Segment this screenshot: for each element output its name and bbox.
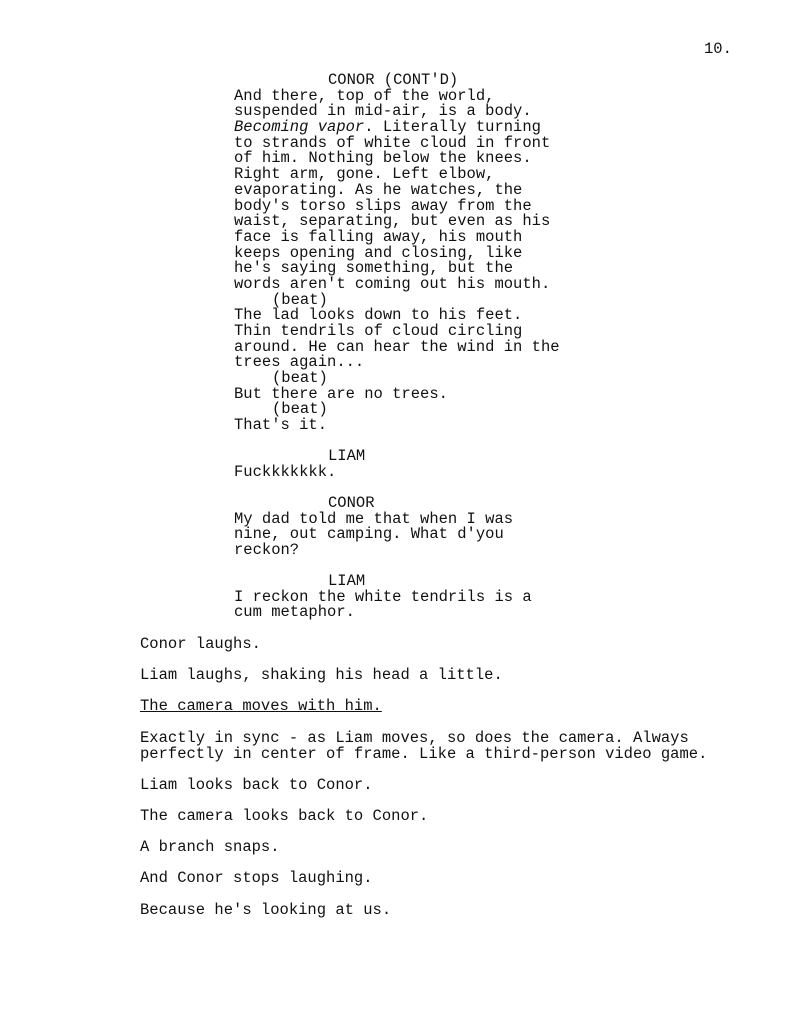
action-line	[140, 903, 740, 919]
dialogue-line: face is falling away, his mouth	[234, 227, 523, 246]
action-text: And Conor stops laughing.	[140, 869, 373, 887]
action-line	[140, 840, 740, 856]
parenthetical: (beat)	[272, 290, 328, 309]
dialogue-line: suspended in mid-air, is a body.	[234, 102, 532, 121]
dialogue-line: nine, out camping. What d'you	[234, 525, 504, 544]
dialogue-line: My dad told me that when I was	[234, 509, 514, 528]
dialogue-line: trees again...	[234, 353, 365, 372]
parenthetical: (beat)	[272, 369, 328, 388]
dialogue-block-liam-1	[234, 449, 594, 480]
dialogue-line: to strands of white cloud in front	[234, 133, 551, 152]
action-text: The camera looks back to Conor.	[140, 807, 429, 825]
dialogue-line: waist, separating, but even as his	[234, 212, 551, 231]
action-text: Exactly in sync - as Liam moves, so does the camera. Always	[140, 729, 689, 747]
dialogue-line: cum metaphor.	[234, 603, 355, 622]
character-name: CONOR	[328, 494, 375, 512]
action-line	[140, 871, 740, 887]
action-line	[140, 637, 740, 653]
dialogue-line: words aren't coming out his mouth.	[234, 274, 551, 293]
character-name: CONOR (CONT'D)	[328, 71, 459, 89]
dialogue-line: around. He can hear the wind in the	[234, 337, 560, 356]
dialogue-line: I reckon the white tendrils is a	[234, 587, 532, 606]
dialogue-block-conor	[234, 496, 594, 559]
dialogue-line: Fuckkkkkkk.	[234, 462, 337, 481]
dialogue-block-liam-2	[234, 574, 594, 621]
page-number: 10.	[704, 40, 732, 58]
italic-text: Becoming vapor	[234, 118, 365, 137]
dialogue-line: keeps opening and closing, like	[234, 243, 523, 262]
dialogue-line: But there are no trees.	[234, 384, 448, 403]
dialogue-line: of him. Nothing below the knees.	[234, 149, 532, 168]
dialogue-block-conor-contd	[234, 73, 594, 434]
dialogue-line: That's it.	[234, 416, 328, 435]
action-line	[140, 778, 740, 794]
dialogue-line: body's torso slips away from the	[234, 196, 532, 215]
action-text: perfectly in center of frame. Like a third-person video game.	[140, 744, 708, 763]
dialogue-line: evaporating. As he watches, the	[234, 180, 523, 199]
dialogue-line: he's saying something, but the	[234, 259, 514, 278]
action-line	[140, 809, 740, 825]
action-text: Liam looks back to Conor.	[140, 776, 373, 794]
dialogue-line: Right arm, gone. Left elbow,	[234, 165, 495, 184]
action-line	[140, 699, 740, 715]
action-paragraph	[140, 731, 740, 762]
action-text: Liam laughs, shaking his head a little.	[140, 666, 503, 684]
character-name: LIAM	[328, 447, 366, 465]
action-text: Conor laughs.	[140, 635, 261, 653]
dialogue-line: reckon?	[234, 541, 300, 560]
parenthetical: (beat)	[272, 400, 328, 419]
dialogue-line: Thin tendrils of cloud circling	[234, 322, 523, 340]
action-text: A branch snaps.	[140, 838, 280, 856]
character-name: LIAM	[328, 572, 366, 590]
dialogue-text: . Literally turning	[364, 118, 541, 137]
action-line	[140, 668, 740, 684]
dialogue-line: And there, top of the world,	[234, 86, 495, 105]
dialogue-line: The lad looks down to his feet.	[234, 306, 523, 325]
action-text-underlined: The camera moves with him.	[140, 697, 382, 715]
action-text: Because he's looking at us.	[140, 901, 392, 919]
